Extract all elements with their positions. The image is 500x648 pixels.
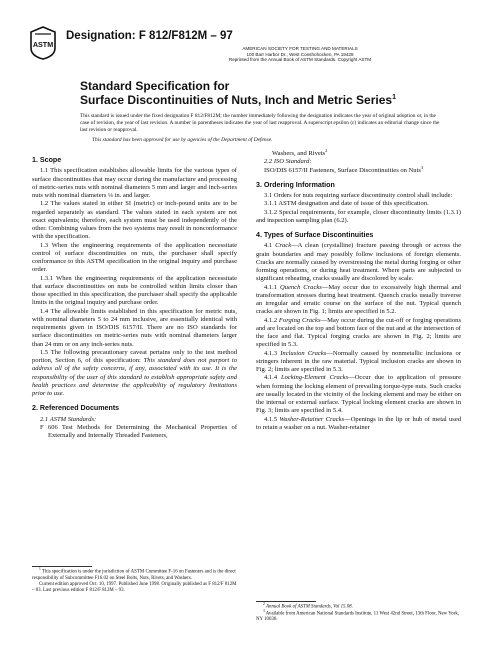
paragraph-4-1: 4.1 Crack—A clean (crystalline) fracture passing through or across the grain boundaries and may possibly follow inclusions of foreign elements. Cracks are normally caused by overstressing the metal during forging or other forming operations, or during heat treatment. Where parts are subjected to significant reheating, cracks usually are discolored by scale. [256,242,461,283]
footnote-divider-left [32,566,92,567]
title-line-2 [80,93,396,107]
defined-term: Crack [275,242,292,250]
paragraph-4-1-3: 4.1.3 Inclusion Cracks—Normally caused by nonmetallic inclusions or stringers inherent in the raw material. Typical inclusion cracks are shown in Fig. 2; limits are specified in 5.3. [256,349,461,373]
footnote-3-text: Available from American National Standards Institute, 11 West 42nd Street, 13th Floor, New York, NY 10036. [256,611,460,623]
title-text: Surface Discontinuities of Nuts, Inch and Metric Series [80,93,393,107]
footnotes-right [256,604,461,624]
defined-term: Inclusion Cracks [280,349,327,357]
footnote-3-sup: 3 [263,608,265,613]
footnote-1-text: This specification is under the jurisdiction of ASTM Committee F-16 on Fasteners and is the direct responsibility of Subcommittee F16.02 on Steel Bolts, Nuts, Rivets, and Washers. [32,569,236,581]
footnote-divider-right [256,601,316,602]
right-column [256,147,462,432]
paragraph-1-5 [32,349,237,399]
section-heading-referenced-documents: 2. Referenced Documents [32,404,120,413]
reference-iso [256,164,461,175]
paragraph-1-2: 1.2 The values stated in either SI (metric) or inch-pound units are to be regarded separately as standard. The values stated in each system are not exact equivalents; therefore, each system must be used independently of the other. Combining values from the two systems may result in nonconformance with the specification. [32,200,237,241]
section-heading-scope: 1. Scope [32,156,62,164]
safety-caveat: This standard does not purport to address all of the safety concerns, if any, associated with its use. It is the responsibility of the user of this standard to establish appropriate safety and health practices and determine the applicability of regulatory limitations prior to use. [32,357,237,397]
defined-term: Quench Cracks [280,283,322,291]
left-column [32,150,237,440]
paragraph-2-2: 2.2 ISO Standard: [264,158,312,166]
footnote-3-marker: 3 [420,164,424,170]
footnote-1-marker: 1 [39,567,41,571]
reference-iso-text: ISO/DIS 6157/II Fasteners, Surface Discontinuities on Nuts [264,166,421,174]
paragraph-1-5-text: 1.5 The following precautionary caveat pertains only to the test method portion, Section 6, of this specification: [32,348,237,364]
footnote-3 [256,608,461,624]
defined-term: Forging Cracks [278,316,321,324]
defined-term: Washer-Retainer Cracks [279,415,345,423]
defined-term: Locking-Element Cracks [280,374,349,382]
paragraph-4-1-4: 4.1.4 Locking-Element Cracks—Occur due to application of pressure when forming the locking element of prevailing torque-type nuts. Such cracks are usually located in the vicinity of the locking element and may be either on the internal or external surface. Typical locking element cracks are shown in Fig. 3; limits are specified in 5.4. [256,374,462,415]
publisher-line: Reprinted from the Annual Book of ASTM Standards. Copyright ASTM [228,57,372,63]
section-heading-ordering: 3. Ordering Information [256,180,335,189]
paragraph-3-1-2: 3.1.2 Special requirements, for example, closer discontinuity limits (1.3.1) and inspection sampling plan (6.2). [256,208,461,224]
paragraph-1-3: 1.3 When the engineering requirements of the application necessitate control of surface discontinuities on nuts, the purchaser shall specify conformance to this ASTM specification in the original inquiry and purchase order. [32,241,237,274]
paragraph-4-1-1: 4.1.1 Quench Cracks—May occur due to excessively high thermal and transformation stresses during heat treatment. Quench cracks usually traverse an irregular and erratic course on the surface of the nut. Typical quench cracks are shown in Fig. 1; limits are specified in 5.2. [256,283,462,316]
issuance-notice: This standard is issued under the fixed designation F 812/F812M; the number immediately following the designation indicates the year of original adoption or, in the case of revision, the year of last revision. A number in parentheses indicates the year of last reapproval. A superscript epsilon (ε) indicates an editorial change since the last revision or reapproval. [80,113,440,133]
publisher-block [175,46,425,63]
publisher-line: AMERICAN SOCIETY FOR TESTING AND MATERIALS [242,46,358,51]
reference-f606: F 606 Test Methods for Determining the Mechanical Properties of Externally and Internally Threaded Fasteners, [40,423,237,439]
footnote-2 [256,604,461,611]
footnote-2-sup: 2 [263,602,265,606]
logo-lettering: ASTM [32,40,54,49]
designation: Designation: F 812/F812M – 97 [66,30,233,42]
paragraph-1-3-1: 1.3.1 When the engineering requirements of the application necessitate that surface discontinuities on nuts be controlled within limits closer than those specified in this specification, the purchaser shall specify the applicable limits in the original inquiry and purchase order. [32,274,237,307]
paragraph-4-1-2: 4.1.2 Forging Cracks—May occur during the cut-off or forging operations and are located on the top and bottom face of the nut and at the intersection of the face and flat. Typical forging cracks are shown in Fig. 2; limits are specified in 5.3. [256,316,461,349]
publisher-line: 100 Barr Harbor Dr., West Conshohocken, PA 19428 [246,51,354,57]
paragraph-2-1: 2.1 ASTM Standards: [40,415,97,423]
footnote-1-edition: Current edition approved Oct. 10, 1997. Published June 1998. Originally published as F 812/F 812M – 83. Last previous edition F 812/F 812M – 93. [32,581,237,593]
astm-logo-icon [29,26,57,60]
reference-f606-continued [256,147,461,158]
section-heading-types: 4. Types of Surface Discontinuities [256,231,374,239]
paragraph-3-1-1: 3.1.1 ASTM designation and date of issue of this specification. [264,200,429,208]
paragraph-4-1-5: 4.1.5 Washer-Retainer Cracks—Openings in the lip or hub of metal used to retain a washer on a nut. Washer-retainer [256,415,461,431]
paragraph-3-1: 3.1 Orders for nuts requiring surface discontinuity control shall include: [264,192,453,199]
footnote-1 [32,569,237,582]
title-line-1: Standard Specification for [80,79,230,93]
paragraph-1-1: 1.1 This specification establishes allowable limits for the various types of surface discontinuities that may occur during the manufacture and processing of metric-series nuts with nominal diameters 5 mm and larger and inch-series nuts with nominal diameters ¼ in. and larger. [32,167,237,199]
reference-f606-cont-text: Washers, and Rivets [272,150,326,157]
title-footnote-marker: 1 [392,94,396,101]
paragraph-1-4: 1.4 The allowable limits established in this specification for metric nuts, with nominal diameters 5 to 24 mm inclusive, are essentially identical with requirements given in ISO/DIS 6157/II. There are no ISO standards for surface discontinuities on metric-series nuts with nominal diameters larger than 24 mm or on any inch-series nuts. [32,307,237,348]
footnote-2-text: Annual Book of ASTM Standards, Vol 15.08. [266,604,353,610]
footnote-2-marker: 2 [325,147,328,153]
dod-approval-notice: This standard has been approved for use by agencies of the Department of Defense. [92,137,273,143]
footnotes-left [32,569,237,594]
